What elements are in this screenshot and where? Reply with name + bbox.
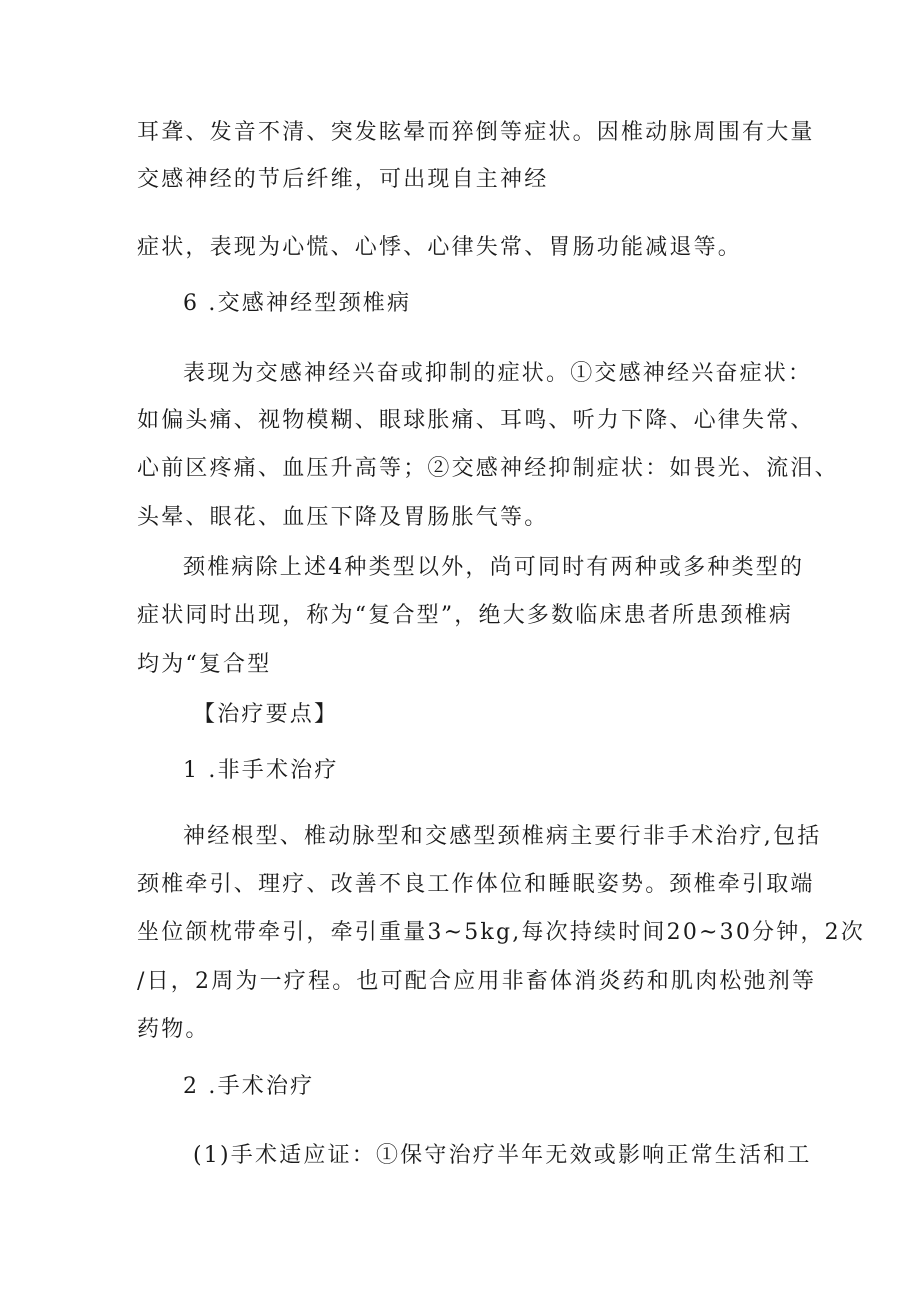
text-line: 颈椎病除上述4种类型以外，尚可同时有两种或多种类型的: [183, 555, 805, 580]
text-line: 如偏头痛、视物模糊、眼球胀痛、耳鸣、听力下降、心律失常、: [137, 408, 815, 433]
text-line: 药物。: [137, 1017, 210, 1042]
text-line: 头晕、眼花、血压下降及胃肠胀气等。: [137, 505, 549, 530]
text-line: 心前区疼痛、血压升高等；②交感神经抑制症状：如畏光、流泪、: [137, 456, 839, 481]
text-line: 症状同时出现，称为“复合型”，绝大多数临床患者所患颈椎病: [137, 603, 794, 628]
section-heading: 1 .非手术治疗: [183, 758, 339, 783]
section-heading: 2 .手术治疗: [183, 1074, 315, 1099]
text-line: /日，2周为一疗程。也可配合应用非畜体消炎药和肌肉松弛剂等: [137, 969, 817, 994]
text-line: 神经根型、椎动脉型和交感型颈椎病主要行非手术治疗,包括: [183, 824, 822, 849]
text-line: 均为“复合型: [137, 652, 272, 677]
section-heading: 【治疗要点】: [193, 702, 339, 727]
text-line: 症状，表现为心慌、心悸、心律失常、胃肠功能减退等。: [137, 235, 743, 260]
text-line: 表现为交感神经兴奋或抑制的症状。①交感神经兴奋症状：: [183, 361, 813, 386]
section-heading: 6 .交感神经型颈椎病: [183, 291, 412, 316]
text-line: 颈椎牵引、理疗、改善不良工作体位和睡眠姿势。颈椎牵引取端: [137, 872, 815, 897]
text-line: 耳聋、发音不清、突发眩晕而猝倒等症状。因椎动脉周围有大量: [137, 120, 815, 145]
text-line: 交感神经的节后纤维，可出现自主神经: [137, 167, 549, 192]
text-line: (1)手术适应证：①保守治疗半年无效或影响正常生活和工: [193, 1143, 812, 1168]
text-line: 坐位颌枕带牵引，牵引重量3~5kg,每次持续时间20~30分钟，2次: [137, 920, 866, 945]
